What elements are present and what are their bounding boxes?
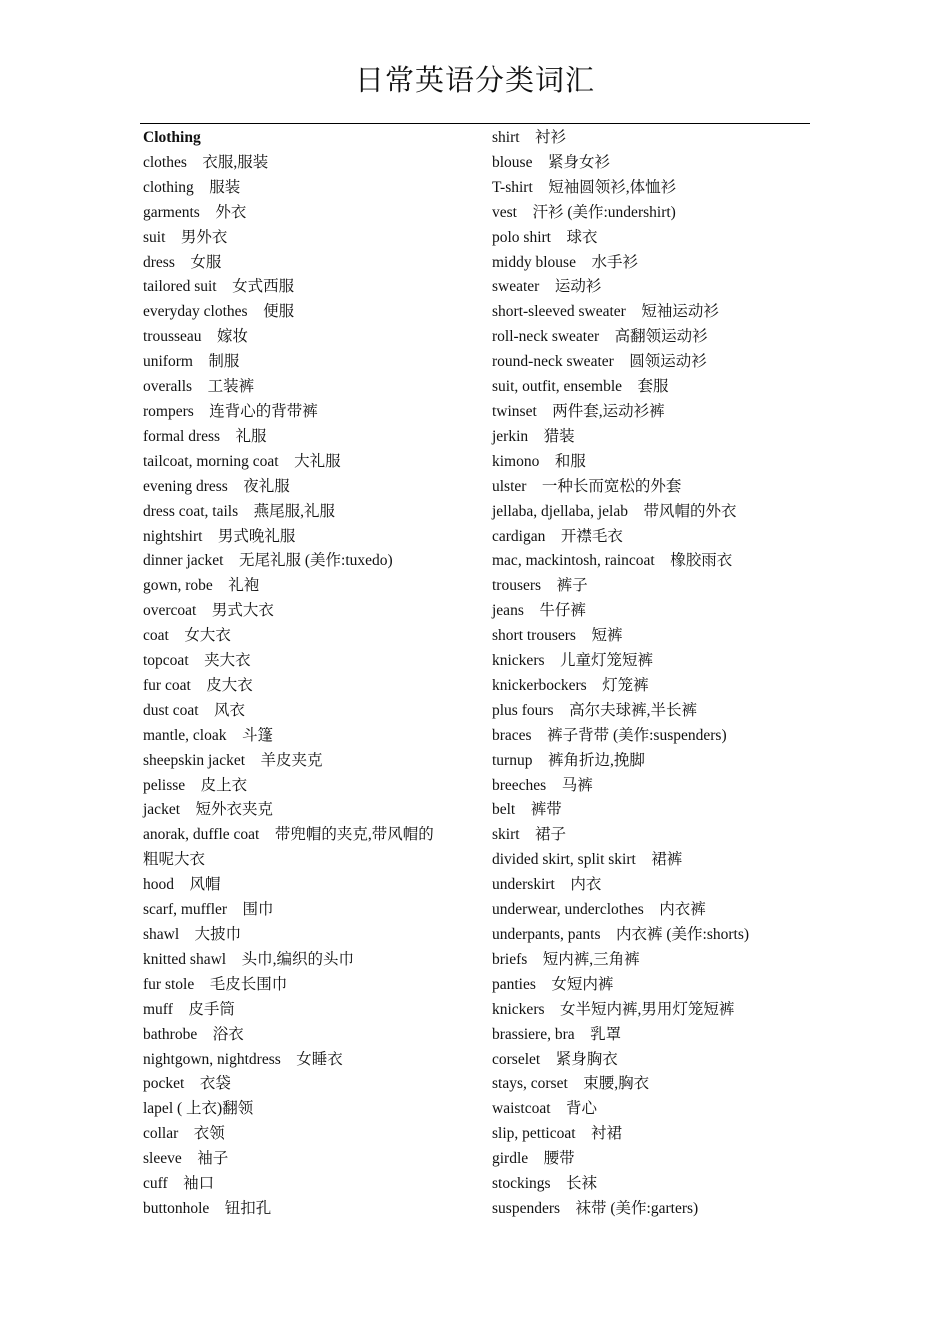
section-heading: Clothing (143, 129, 201, 146)
vocab-entry: panties 女短内裤 (492, 975, 614, 993)
vocab-entry: blouse 紧身女衫 (492, 153, 610, 171)
vocab-entry: overalls 工装裤 (143, 378, 255, 396)
vocab-entry: clothes 衣服,服装 (143, 153, 269, 171)
vocab-entry: suspenders 袜带 (美作:garters) (492, 1199, 699, 1217)
vocab-entry: trousseau 嫁妆 (143, 328, 249, 346)
vocab-entry: middy blouse 水手衫 (492, 253, 638, 271)
document-title: 日常英语分类词汇 (354, 65, 595, 97)
vocab-entry: kimono 和服 (492, 452, 586, 470)
vocab-entry: rompers 连背心的背带裤 (143, 402, 318, 420)
vocab-entry: cuff 袖口 (143, 1175, 215, 1193)
vocab-entry: dinner jacket 无尾礼服 (美作:tuxedo) (143, 552, 393, 570)
vocab-entry: lapel ( 上衣)翻领 (143, 1100, 254, 1118)
vocab-entry: T-shirt 短袖圆领衫,体恤衫 (492, 178, 677, 196)
vocab-entry: breeches 马裤 (492, 776, 593, 794)
left-column (143, 126, 473, 1222)
vocab-entry: knickers 儿童灯笼短裤 (492, 652, 654, 670)
vocab-entry: ulster 一种长而宽松的外套 (492, 477, 682, 495)
right-column (492, 126, 812, 1222)
vocab-entry: coat 女大衣 (143, 627, 231, 645)
vocab-entry: bathrobe 浴衣 (143, 1025, 244, 1043)
vocab-entry: hood 风帽 (143, 876, 221, 894)
vocab-entry: jeans 牛仔裤 (492, 602, 586, 620)
vocab-entry: mac, mackintosh, raincoat 橡胶雨衣 (492, 552, 733, 570)
vocab-entry: scarf, muffler 围巾 (143, 901, 274, 919)
vocab-entry: suit, outfit, ensemble 套服 (492, 378, 669, 396)
vocab-entry: gown, robe 礼袍 (143, 577, 260, 595)
vocab-entry: shawl 大披巾 (143, 926, 242, 943)
vocab-entry: knitted shawl 头巾,编织的头巾 (143, 950, 354, 968)
vocab-entry: fur coat 皮大衣 (143, 676, 253, 694)
vocab-entry: muff 皮手筒 (143, 1000, 235, 1018)
vocab-entry: dress coat, tails 燕尾服,礼服 (143, 502, 336, 520)
vocab-entry: brassiere, bra 乳罩 (492, 1025, 622, 1043)
vocab-entry: polo shirt 球衣 (492, 228, 598, 246)
vocab-entry: stockings 长袜 (492, 1175, 598, 1193)
vocab-entry: plus fours 高尔夫球裤,半长裤 (492, 701, 697, 719)
vocab-entry: evening dress 夜礼服 (143, 477, 290, 495)
vocab-entry-continuation: 粗呢大衣 (143, 851, 206, 869)
vocab-entry: underpants, pants 内衣裤 (美作:shorts) (492, 926, 750, 943)
vocab-entry: cardigan 开襟毛衣 (492, 527, 623, 545)
vocab-entry: knickers 女半短内裤,男用灯笼短裤 (492, 1000, 735, 1018)
vocab-entry: shirt 衬衫 (492, 129, 567, 146)
vocab-entry: short trousers 短裤 (492, 627, 623, 645)
vocab-entry: stays, corset 束腰,胸衣 (492, 1075, 650, 1093)
vocab-entry: mantle, cloak 斗篷 (143, 726, 273, 744)
vocab-entry: jacket 短外衣夹克 (143, 801, 274, 819)
vocab-entry: suit 男外衣 (143, 228, 228, 246)
vocab-entry: braces 裤子背带 (美作:suspenders) (492, 726, 727, 744)
vocab-entry: skirt 裙子 (492, 826, 567, 844)
vocab-entry: pocket 衣袋 (143, 1075, 231, 1093)
vocab-entry: twinset 两件套,运动衫裤 (492, 402, 665, 420)
vocab-entry: briefs 短内裤,三角裤 (492, 950, 640, 968)
vocab-entry: underskirt 内衣 (492, 876, 602, 894)
title-divider (140, 123, 810, 124)
vocab-entry: turnup 裤角折边,挽脚 (492, 751, 645, 769)
vocab-entry: slip, petticoat 衬裙 (492, 1125, 623, 1143)
vocab-entry: sleeve 袖子 (143, 1150, 229, 1168)
vocab-entry: vest 汗衫 (美作:undershirt) (492, 203, 676, 221)
vocab-entry: tailored suit 女式西服 (143, 278, 295, 296)
vocab-entry: collar 衣领 (143, 1125, 225, 1143)
vocab-entry: sweater 运动衫 (492, 278, 602, 296)
vocab-entry: overcoat 男式大衣 (143, 602, 274, 620)
vocab-entry: nightgown, nightdress 女睡衣 (143, 1050, 343, 1068)
vocab-entry: knickerbockers 灯笼裤 (492, 676, 649, 694)
vocab-entry: everyday clothes 便服 (143, 303, 295, 321)
vocab-entry: tailcoat, morning coat 大礼服 (143, 452, 341, 470)
vocab-entry: waistcoat 背心 (492, 1100, 598, 1118)
vocab-entry: corselet 紧身胸衣 (492, 1050, 618, 1068)
vocab-entry: round-neck sweater 圆领运动衫 (492, 353, 707, 371)
vocab-entry: dress 女服 (143, 253, 222, 271)
vocab-entry: uniform 制服 (143, 353, 240, 371)
vocab-entry: jellaba, djellaba, jelab 带风帽的外衣 (492, 502, 737, 520)
vocab-entry: underwear, underclothes 内衣裤 (492, 901, 706, 919)
vocab-entry: clothing 服装 (143, 178, 241, 196)
vocab-entry: divided skirt, split skirt 裙裤 (492, 851, 683, 869)
vocab-entry: pelisse 皮上衣 (143, 776, 248, 794)
vocab-entry: anorak, duffle coat 带兜帽的夹克,带风帽的 (143, 826, 434, 844)
vocab-entry: nightshirt 男式晚礼服 (143, 527, 296, 545)
vocab-entry: garments 外衣 (143, 203, 247, 221)
vocab-entry: roll-neck sweater 高翻领运动衫 (492, 328, 708, 346)
vocab-entry: short-sleeved sweater 短袖运动衫 (492, 303, 719, 321)
vocab-entry: trousers 裤子 (492, 577, 588, 595)
vocab-entry: fur stole 毛皮长围巾 (143, 975, 288, 993)
vocab-entry: girdle 腰带 (492, 1150, 575, 1168)
vocab-entry: formal dress 礼服 (143, 427, 267, 445)
vocab-entry: jerkin 猎装 (492, 427, 575, 445)
vocab-entry: buttonhole 钮扣孔 (143, 1199, 272, 1217)
vocab-entry: sheepskin jacket 羊皮夹克 (143, 751, 323, 769)
vocab-entry: topcoat 夹大衣 (143, 652, 251, 670)
vocab-entry: belt 裤带 (492, 801, 562, 819)
vocab-entry: dust coat 风衣 (143, 701, 246, 719)
